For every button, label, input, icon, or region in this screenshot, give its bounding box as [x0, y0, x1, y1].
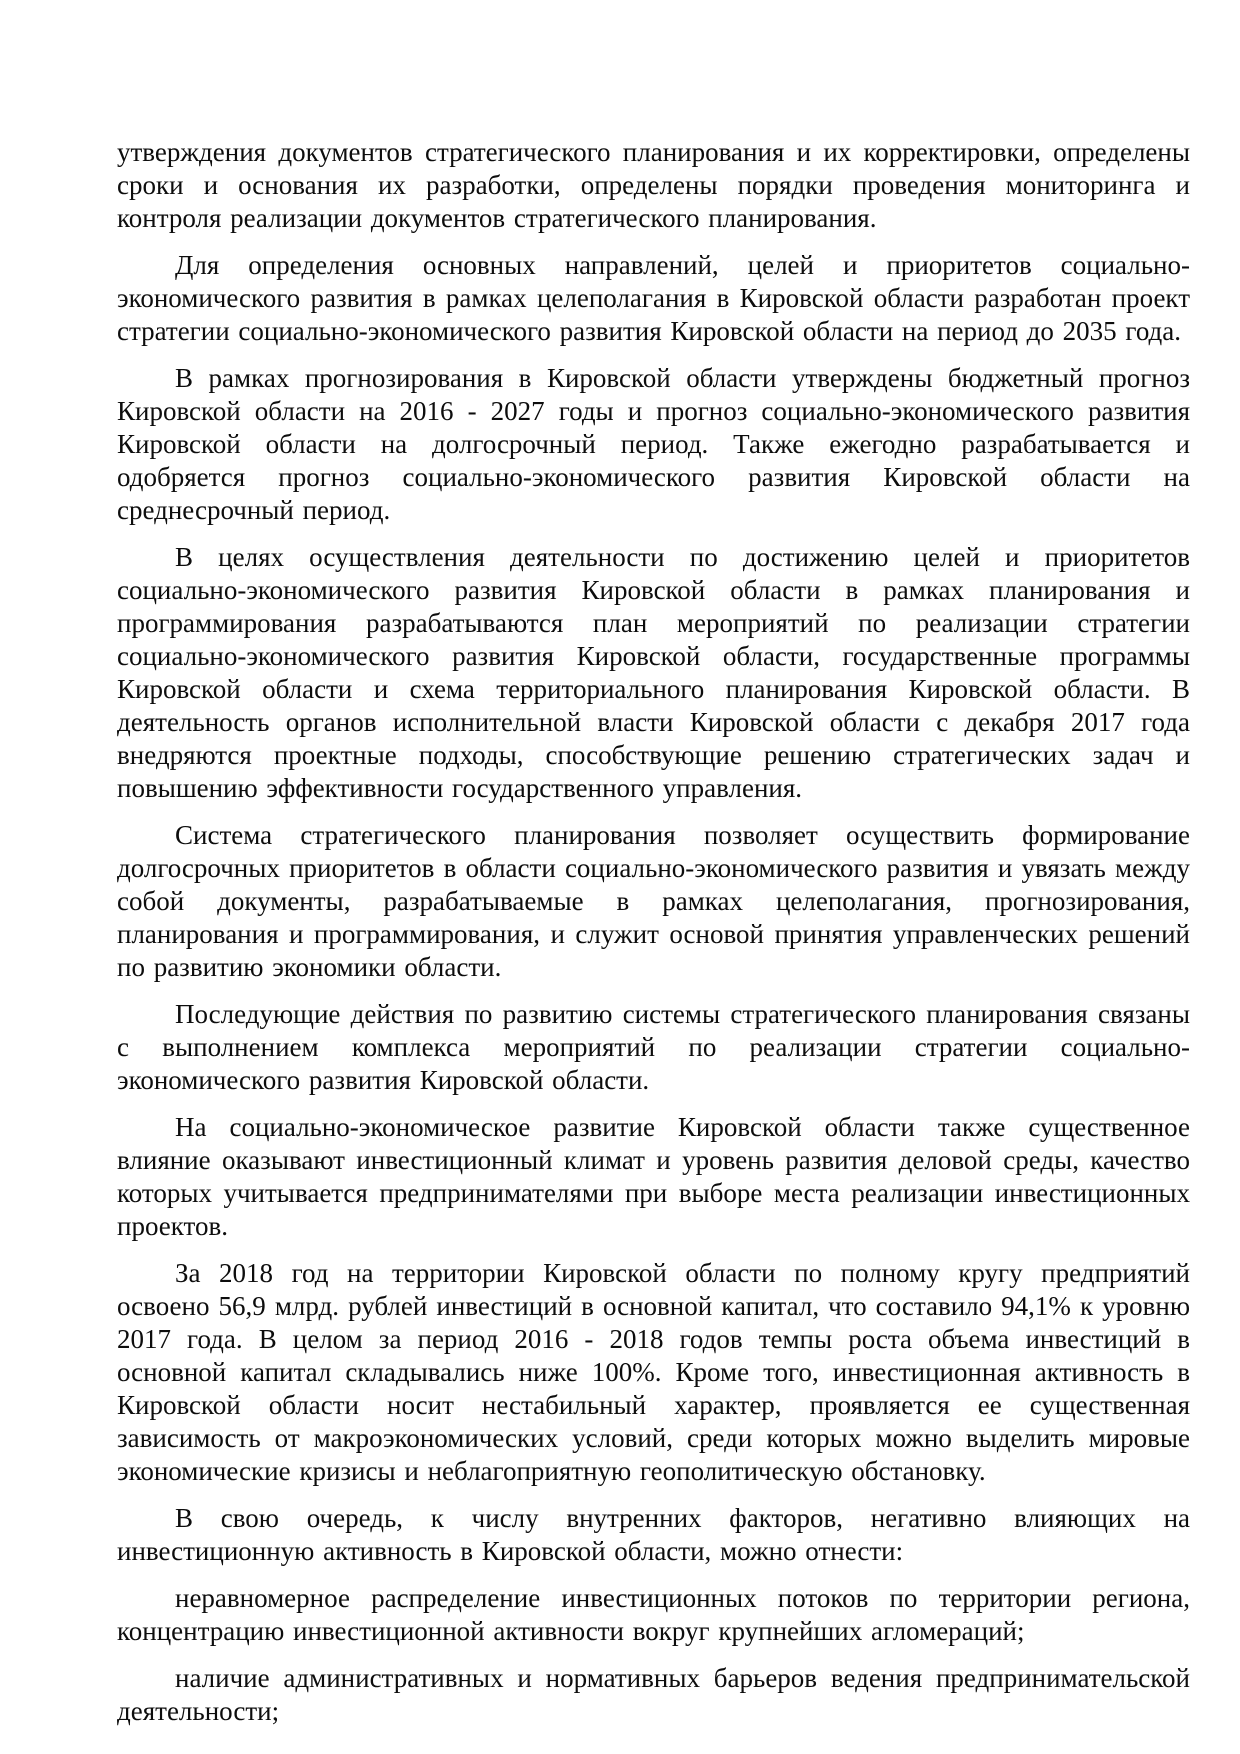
- document-text-block: [117, 136, 1190, 1742]
- paragraph: На социально-экономическое развитие Кировской области также существенное влияние оказывают инвестиционный климат и уровень развития деловой среды, качество которых учитывается предпринимателями при выборе места реализации инвестиционных проектов.: [117, 1112, 1190, 1241]
- paragraph: неравномерное распределение инвестиционных потоков по территории региона, концентрацию инвестиционной активности вокруг крупнейших агломераций;: [117, 1583, 1190, 1646]
- paragraph: В целях осуществления деятельности по достижению целей и приоритетов социально-экономического развития Кировской области в рамках планирования и программирования разрабатываются план мероприятий по реализации стратегии социально-экономического развития Кировской области, государственные программы Кировской области и схема территориального планирования Кировской области. В деятельность органов исполнительной власти Кировской области с декабря 2017 года внедряются проектные подходы, способствующие решению стратегических задач и повышению эффективности государственного управления.: [117, 542, 1190, 803]
- paragraph: наличие административных и нормативных барьеров ведения предпринимательской деятельности;: [117, 1663, 1190, 1726]
- paragraph: В рамках прогнозирования в Кировской области утверждены бюджетный прогноз Кировской области на 2016 - 2027 годы и прогноз социально-экономического развития Кировской области на долгосрочный период. Также ежегодно разрабатывается и одобряется прогноз социально-экономического развития Кировской области на среднесрочный период.: [117, 363, 1190, 525]
- paragraph: утверждения документов стратегического планирования и их корректировки, определены сроки и основания их разработки, определены порядки проведения мониторинга и контроля реализации документов стратегического планирования.: [117, 137, 1190, 233]
- paragraph: Система стратегического планирования позволяет осуществить формирование долгосрочных приоритетов в области социально-экономического развития и увязать между собой документы, разрабатываемые в рамках целеполагания, прогнозирования, планирования и программирования, и служит основой принятия управленческих решений по развитию экономики области.: [117, 820, 1190, 982]
- paragraph: За 2018 год на территории Кировской области по полному кругу предприятий освоено 56,9 млрд. рублей инвестиций в основной капитал, что составило 94,1% к уровню 2017 года. В целом за период 2016 - 2018 годов темпы роста объема инвестиций в основной капитал складывались ниже 100%. Кроме того, инвестиционная активность в Кировской области носит нестабильный характер, проявляется ее существенная зависимость от макроэкономических условий, среди которых можно выделить мировые экономические кризисы и неблагоприятную геополитическую обстановку.: [117, 1258, 1190, 1486]
- paragraph: Для определения основных направлений, целей и приоритетов социально-экономического развития в рамках целеполагания в Кировской области разработан проект стратегии социально-экономического развития Кировской области на период до 2035 года.: [117, 250, 1190, 346]
- paragraph: В свою очередь, к числу внутренних факторов, негативно влияющих на инвестиционную активность в Кировской области, можно отнести:: [117, 1503, 1190, 1566]
- paragraph: Последующие действия по развитию системы стратегического планирования связаны с выполнением комплекса мероприятий по реализации стратегии социально-экономического развития Кировской области.: [117, 999, 1190, 1095]
